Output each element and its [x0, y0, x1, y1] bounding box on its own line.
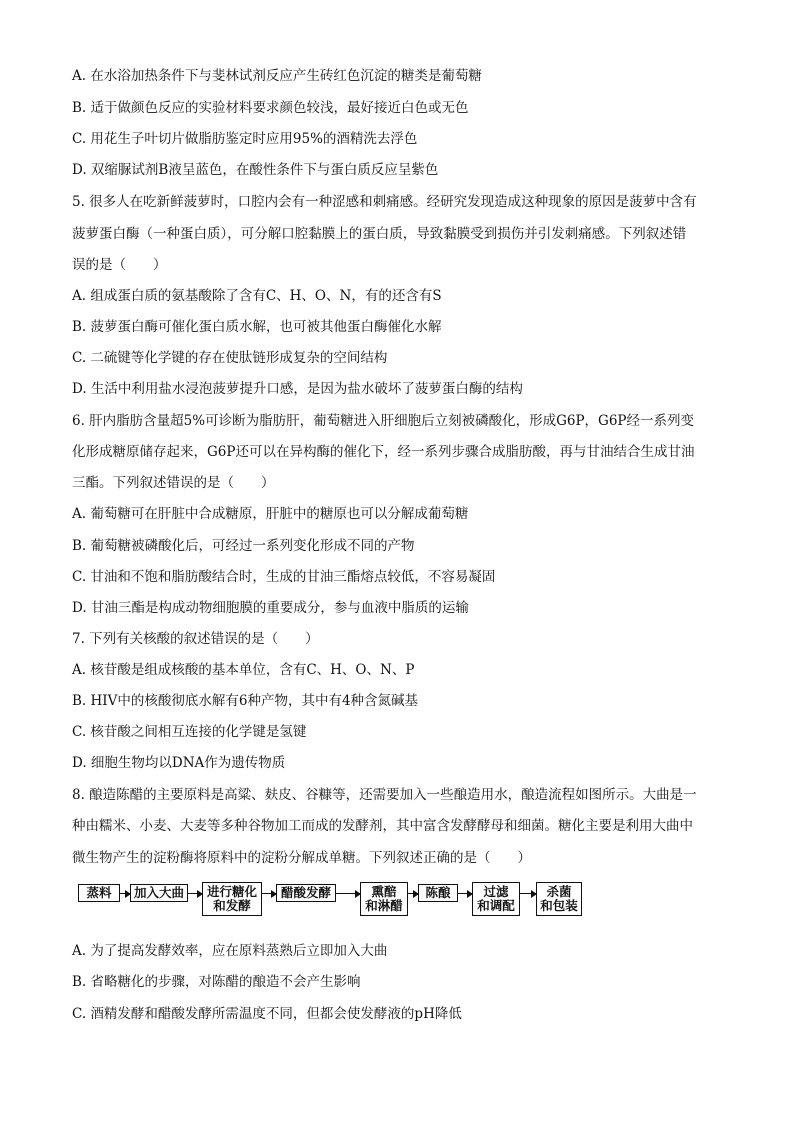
text-line: 化形成糖原储存起来，G6P还可以在异构酶的催化下，经一系列步骤合成脂肪酸，再与甘油结合生成甘油	[72, 444, 695, 460]
text-line: A. 核苷酸是组成核酸的基本单位，含有C、H、O、N、P	[72, 662, 415, 678]
flow-step: 蒸料	[78, 884, 120, 902]
flow-arrow	[262, 893, 276, 894]
text-line: C. 用花生子叶切片做脂肪鉴定时应用95%的酒精洗去浮色	[72, 131, 418, 147]
text-line: 5. 很多人在吃新鲜菠萝时，口腔内会有一种涩感和刺痛感。经研究发现造成这种现象的原因是菠萝中含有	[72, 194, 697, 210]
flow-step: 陈酿	[418, 884, 458, 902]
flow-step: 进行糖化 和发酵	[202, 882, 262, 916]
text-line: B. 适于做颜色反应的实验材料要求颜色较浅，最好接近白色或无色	[72, 100, 469, 116]
flow-step: 醋酸发酵	[276, 884, 336, 902]
text-line: B. 葡萄糖被磷酸化后，可经过一系列变化形成不同的产物	[72, 538, 415, 554]
text-line: D. 双缩脲试剂B液呈蓝色，在酸性条件下与蛋白质反应呈紫色	[72, 162, 439, 178]
text-line: C. 酒精发酵和醋酸发酵所需温度不同，但都会使发酵液的pH降低	[72, 1006, 462, 1022]
text-line: C. 二硫键等化学键的存在使肽链形成复杂的空间结构	[72, 350, 388, 366]
flow-step: 加入大曲	[130, 884, 188, 902]
text-line: 菠萝蛋白酶（一种蛋白质），可分解口腔黏膜上的蛋白质，导致黏膜受到损伤并引发刺痛感。下列叙述错	[72, 226, 687, 242]
text-line: 6. 肝内脂肪含量超5%可诊断为脂肪肝，葡萄糖进入肝细胞后立刻被磷酸化，形成G6P，G6P经一系列变	[72, 413, 695, 429]
text-line: 微生物产生的淀粉酶将原料中的淀粉分解成单糖。下列叙述正确的是（ ）	[72, 850, 531, 866]
flow-arrow	[120, 893, 130, 894]
text-line: C. 核苷酸之间相互连接的化学键是氢键	[72, 724, 307, 740]
flow-step: 过滤 和调配	[472, 882, 520, 916]
text-line: A. 在水浴加热条件下与斐林试剂反应产生砖红色沉淀的糖类是葡萄糖	[72, 68, 482, 84]
text-line: B. HIV中的核酸彻底水解有6种产物，其中有4种含氮碱基	[72, 693, 419, 709]
flow-step: 杀菌 和包装	[536, 882, 582, 916]
flow-arrow	[188, 893, 202, 894]
text-line: 种由糯米、小麦、大麦等多种谷物加工而成的发酵剂，其中富含发酵酵母和细菌。糖化主要是利用大曲中	[72, 818, 693, 834]
text-line: 误的是（ ）	[72, 257, 167, 273]
vinegar-process-flowchart	[72, 876, 592, 920]
text-line: A. 组成蛋白质的氨基酸除了含有C、H、O、N，有的还含有S	[72, 288, 442, 304]
flow-arrow	[336, 893, 360, 894]
text-line: 7. 下列有关核酸的叙述错误的是（ ）	[72, 631, 319, 647]
text-line: A. 葡萄糖可在肝脏中合成糖原，肝脏中的糖原也可以分解成葡萄糖	[72, 506, 469, 522]
flow-arrow	[520, 893, 536, 894]
text-line: B. 省略糖化的步骤，对陈醋的酿造不会产生影响	[72, 974, 361, 990]
text-line: D. 甘油三酯是构成动物细胞膜的重要成分，参与血液中脂质的运输	[72, 600, 469, 616]
flow-arrow	[408, 893, 418, 894]
text-line: 三酯。下列叙述错误的是（ ）	[72, 475, 275, 491]
text-line: 8. 酿造陈醋的主要原料是高粱、麸皮、谷糠等，还需要加入一些酿造用水，酿造流程如图所示。大曲是一	[72, 787, 697, 803]
text-line: A. 为了提高发酵效率，应在原料蒸熟后立即加入大曲	[72, 943, 388, 959]
text-line: D. 细胞生物均以DNA作为遗传物质	[72, 755, 286, 771]
flow-step: 熏醅 和淋醋	[360, 882, 408, 916]
text-line: B. 菠萝蛋白酶可催化蛋白质水解，也可被其他蛋白酶催化水解	[72, 319, 442, 335]
text-line: C. 甘油和不饱和脂肪酸结合时，生成的甘油三酯熔点较低，不容易凝固	[72, 569, 496, 585]
text-line: D. 生活中利用盐水浸泡菠萝提升口感，是因为盐水破坏了菠萝蛋白酶的结构	[72, 381, 523, 397]
flow-arrow	[458, 893, 472, 894]
